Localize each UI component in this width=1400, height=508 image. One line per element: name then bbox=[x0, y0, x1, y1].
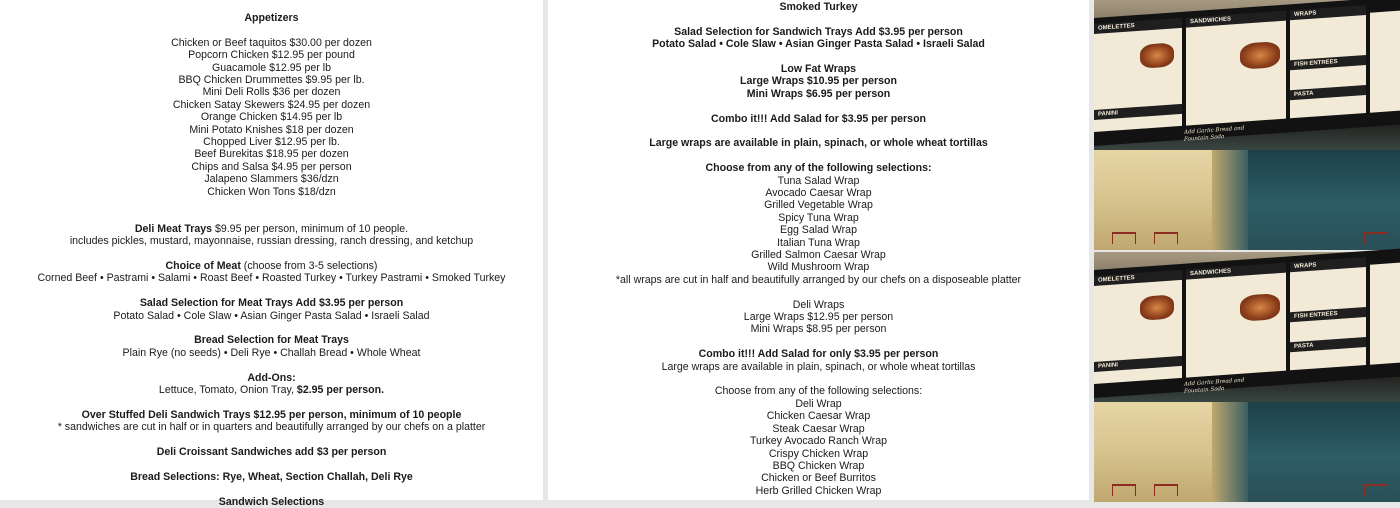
board-header-panini: PANINI bbox=[1094, 356, 1182, 372]
low-fat-wraps-title: Low Fat Wraps bbox=[780, 63, 857, 75]
wrap-item: Turkey Avocado Ranch Wrap bbox=[749, 435, 887, 448]
low-fat-wrap-list bbox=[548, 175, 1089, 274]
basket bbox=[1112, 232, 1136, 244]
combo-line-2: Combo it!!! Add Salad for only $3.95 per person bbox=[698, 348, 939, 361]
deli-meat-trays bbox=[0, 223, 543, 235]
wrap-item: Spicy Tuna Wrap bbox=[778, 211, 859, 224]
menu-board-photo-bottom bbox=[1094, 252, 1400, 500]
basket bbox=[1154, 484, 1178, 496]
wrap-item: Egg Salad Wrap bbox=[780, 224, 857, 237]
tortillas-line-2: Large wraps are available in plain, spinach, or whole wheat tortillas bbox=[661, 360, 976, 373]
board-header-omelettes: OMELETTES bbox=[1094, 270, 1182, 286]
salad-options: Potato Salad • Cole Slaw • Asian Ginger Pasta Salad • Israeli Salad bbox=[113, 309, 430, 322]
menu-board-photo-top bbox=[1094, 0, 1400, 248]
appetizers-heading: Appetizers bbox=[244, 12, 299, 24]
board-header-panini: PANINI bbox=[1094, 104, 1182, 120]
choose-title-2: Choose from any of the following selections: bbox=[714, 385, 923, 398]
add-ons-text: Lettuce, Tomato, Onion Tray, bbox=[158, 384, 297, 397]
deli-meat-trays-includes: includes pickles, mustard, mayonnaise, russian dressing, ranch dressing, and ketchup bbox=[69, 235, 474, 248]
board-header-pasta: PASTA bbox=[1290, 337, 1366, 352]
wrap-item: Wild Mushroom Wrap bbox=[767, 261, 870, 274]
menu-board bbox=[1094, 249, 1400, 398]
add-ons-title: Add-Ons: bbox=[247, 371, 296, 384]
basket bbox=[1364, 232, 1388, 244]
basket bbox=[1364, 484, 1388, 496]
appetizer-item: Chopped Liver $12.95 per lb. bbox=[203, 136, 340, 149]
sandwich-trays-note: * sandwiches are cut in half or in quarters and beautifully arranged by our chefs on a platter bbox=[57, 421, 486, 434]
low-fat-large: Large Wraps $10.95 per person bbox=[739, 75, 897, 88]
wrap-item: Crispy Chicken Wrap bbox=[768, 447, 869, 460]
board-caption: Add Garlic Bread and Fountain Soda bbox=[1184, 377, 1245, 395]
appetizer-item: Mini Potato Knishes $18 per dozen bbox=[189, 123, 354, 136]
board-header-fish: FISH ENTREES bbox=[1290, 55, 1366, 70]
wrap-item: Grilled Salmon Caesar Wrap bbox=[751, 249, 886, 262]
smoked-turkey-line: Smoked Turkey bbox=[779, 1, 858, 13]
basket bbox=[1154, 232, 1178, 244]
bread-options: Plain Rye (no seeds) • Deli Rye • Challah Bread • Whole Wheat bbox=[122, 346, 421, 359]
deli-meat-trays-price: $9.95 per person, minimum of 10 people. bbox=[212, 222, 409, 235]
salad-selection-title: Salad Selection for Meat Trays Add $3.95 per person bbox=[139, 297, 404, 310]
board-header-fish: FISH ENTREES bbox=[1290, 307, 1366, 322]
add-ons-line bbox=[0, 384, 543, 396]
catering-menu-left bbox=[0, 0, 543, 508]
wrap-item: Italian Tuna Wrap bbox=[777, 236, 860, 249]
catering-menu-middle bbox=[548, 0, 1089, 500]
wraps-note: *all wraps are cut in half and beautifully arranged by our chefs on a disposeable platter bbox=[615, 273, 1022, 286]
board-header-sandwiches: SANDWICHES bbox=[1186, 263, 1286, 280]
add-ons-price: $2.95 per person. bbox=[296, 384, 385, 397]
wrap-item: Deli Wrap bbox=[795, 397, 842, 410]
bread-selections-line: Bread Selections: Rye, Wheat, Section Challah, Deli Rye bbox=[130, 470, 413, 483]
board-header-wraps: WRAPS bbox=[1290, 257, 1366, 272]
wrap-item: Grilled Vegetable Wrap bbox=[764, 199, 873, 212]
menu-board bbox=[1094, 0, 1400, 146]
wrap-item: Herb Grilled Chicken Wrap bbox=[755, 484, 882, 497]
appetizer-item: Chips and Salsa $4.95 per person bbox=[191, 160, 352, 173]
wrap-item: Tuna Salad Wrap bbox=[777, 174, 860, 187]
bread-selection-title: Bread Selection for Meat Trays bbox=[194, 334, 349, 347]
appetizer-list bbox=[0, 37, 543, 198]
meat-options: Corned Beef • Pastrami • Salami • Roast Beef • Roasted Turkey • Turkey Pastrami • Smoked Turkey bbox=[37, 272, 506, 285]
appetizer-item: Chicken Satay Skewers $24.95 per dozen bbox=[172, 98, 371, 111]
wrap-item: Chicken or Beef Burritos bbox=[761, 472, 876, 485]
basket bbox=[1112, 484, 1136, 496]
wrap-item: Chicken Caesar Wrap bbox=[766, 410, 871, 423]
choice-of-meat-note: (choose from 3-5 selections) bbox=[240, 260, 378, 273]
appetizer-item: Orange Chicken $14.95 per lb bbox=[200, 111, 343, 124]
board-header-sandwiches: SANDWICHES bbox=[1186, 11, 1286, 28]
low-fat-mini: Mini Wraps $6.95 per person bbox=[746, 87, 891, 100]
appetizer-item: Chicken or Beef taquitos $30.00 per dozen bbox=[171, 36, 372, 49]
deli-wrap-list bbox=[548, 398, 1089, 497]
appetizer-item: Guacamole $12.95 per lb bbox=[212, 61, 331, 74]
choice-of-meat-title: Choice of Meat bbox=[165, 260, 241, 273]
deli-wraps-mini: Mini Wraps $8.95 per person bbox=[750, 323, 887, 336]
sandwich-salad-title: Salad Selection for Sandwich Trays Add $3.95 per person bbox=[674, 25, 963, 38]
board-header-pasta: PASTA bbox=[1290, 85, 1366, 100]
combo-line-1: Combo it!!! Add Salad for $3.95 per person bbox=[710, 112, 927, 125]
appetizer-item: Chicken Won Tons $18/dzn bbox=[207, 185, 336, 198]
board-header-omelettes: OMELETTES bbox=[1094, 18, 1182, 34]
deli-meat-trays-title: Deli Meat Trays bbox=[134, 222, 213, 235]
sandwich-selections-heading: Sandwich Selections bbox=[218, 495, 325, 508]
board-caption: Add Garlic Bread and Fountain Soda bbox=[1184, 125, 1245, 143]
deli-wraps-large: Large Wraps $12.95 per person bbox=[743, 311, 894, 324]
sandwich-salad-options: Potato Salad • Cole Slaw • Asian Ginger Pasta Salad • Israeli Salad bbox=[652, 38, 985, 51]
tortillas-line-1: Large wraps are available in plain, spinach, or whole wheat tortillas bbox=[649, 137, 988, 150]
wrap-item: Avocado Caesar Wrap bbox=[765, 187, 872, 200]
appetizer-item: Jalapeno Slammers $36/dzn bbox=[204, 173, 339, 186]
wrap-item: BBQ Chicken Wrap bbox=[772, 459, 865, 472]
appetizer-item: Popcorn Chicken $12.95 per pound bbox=[188, 49, 355, 62]
appetizer-item: Mini Deli Rolls $36 per dozen bbox=[202, 86, 341, 99]
appetizer-item: Beef Burekitas $18.95 per dozen bbox=[194, 148, 349, 161]
choose-title-1: Choose from any of the following selections: bbox=[705, 162, 932, 175]
board-header-wraps: WRAPS bbox=[1290, 5, 1366, 20]
choice-of-meat bbox=[0, 260, 543, 272]
croissant-line: Deli Croissant Sandwiches add $3 per person bbox=[156, 446, 387, 459]
deli-wraps-title: Deli Wraps bbox=[792, 298, 845, 311]
appetizer-item: BBQ Chicken Drummettes $9.95 per lb. bbox=[178, 74, 365, 87]
sandwich-trays-title: Over Stuffed Deli Sandwich Trays $12.95 per person, minimum of 10 people bbox=[81, 408, 462, 421]
wrap-item: Steak Caesar Wrap bbox=[772, 422, 865, 435]
